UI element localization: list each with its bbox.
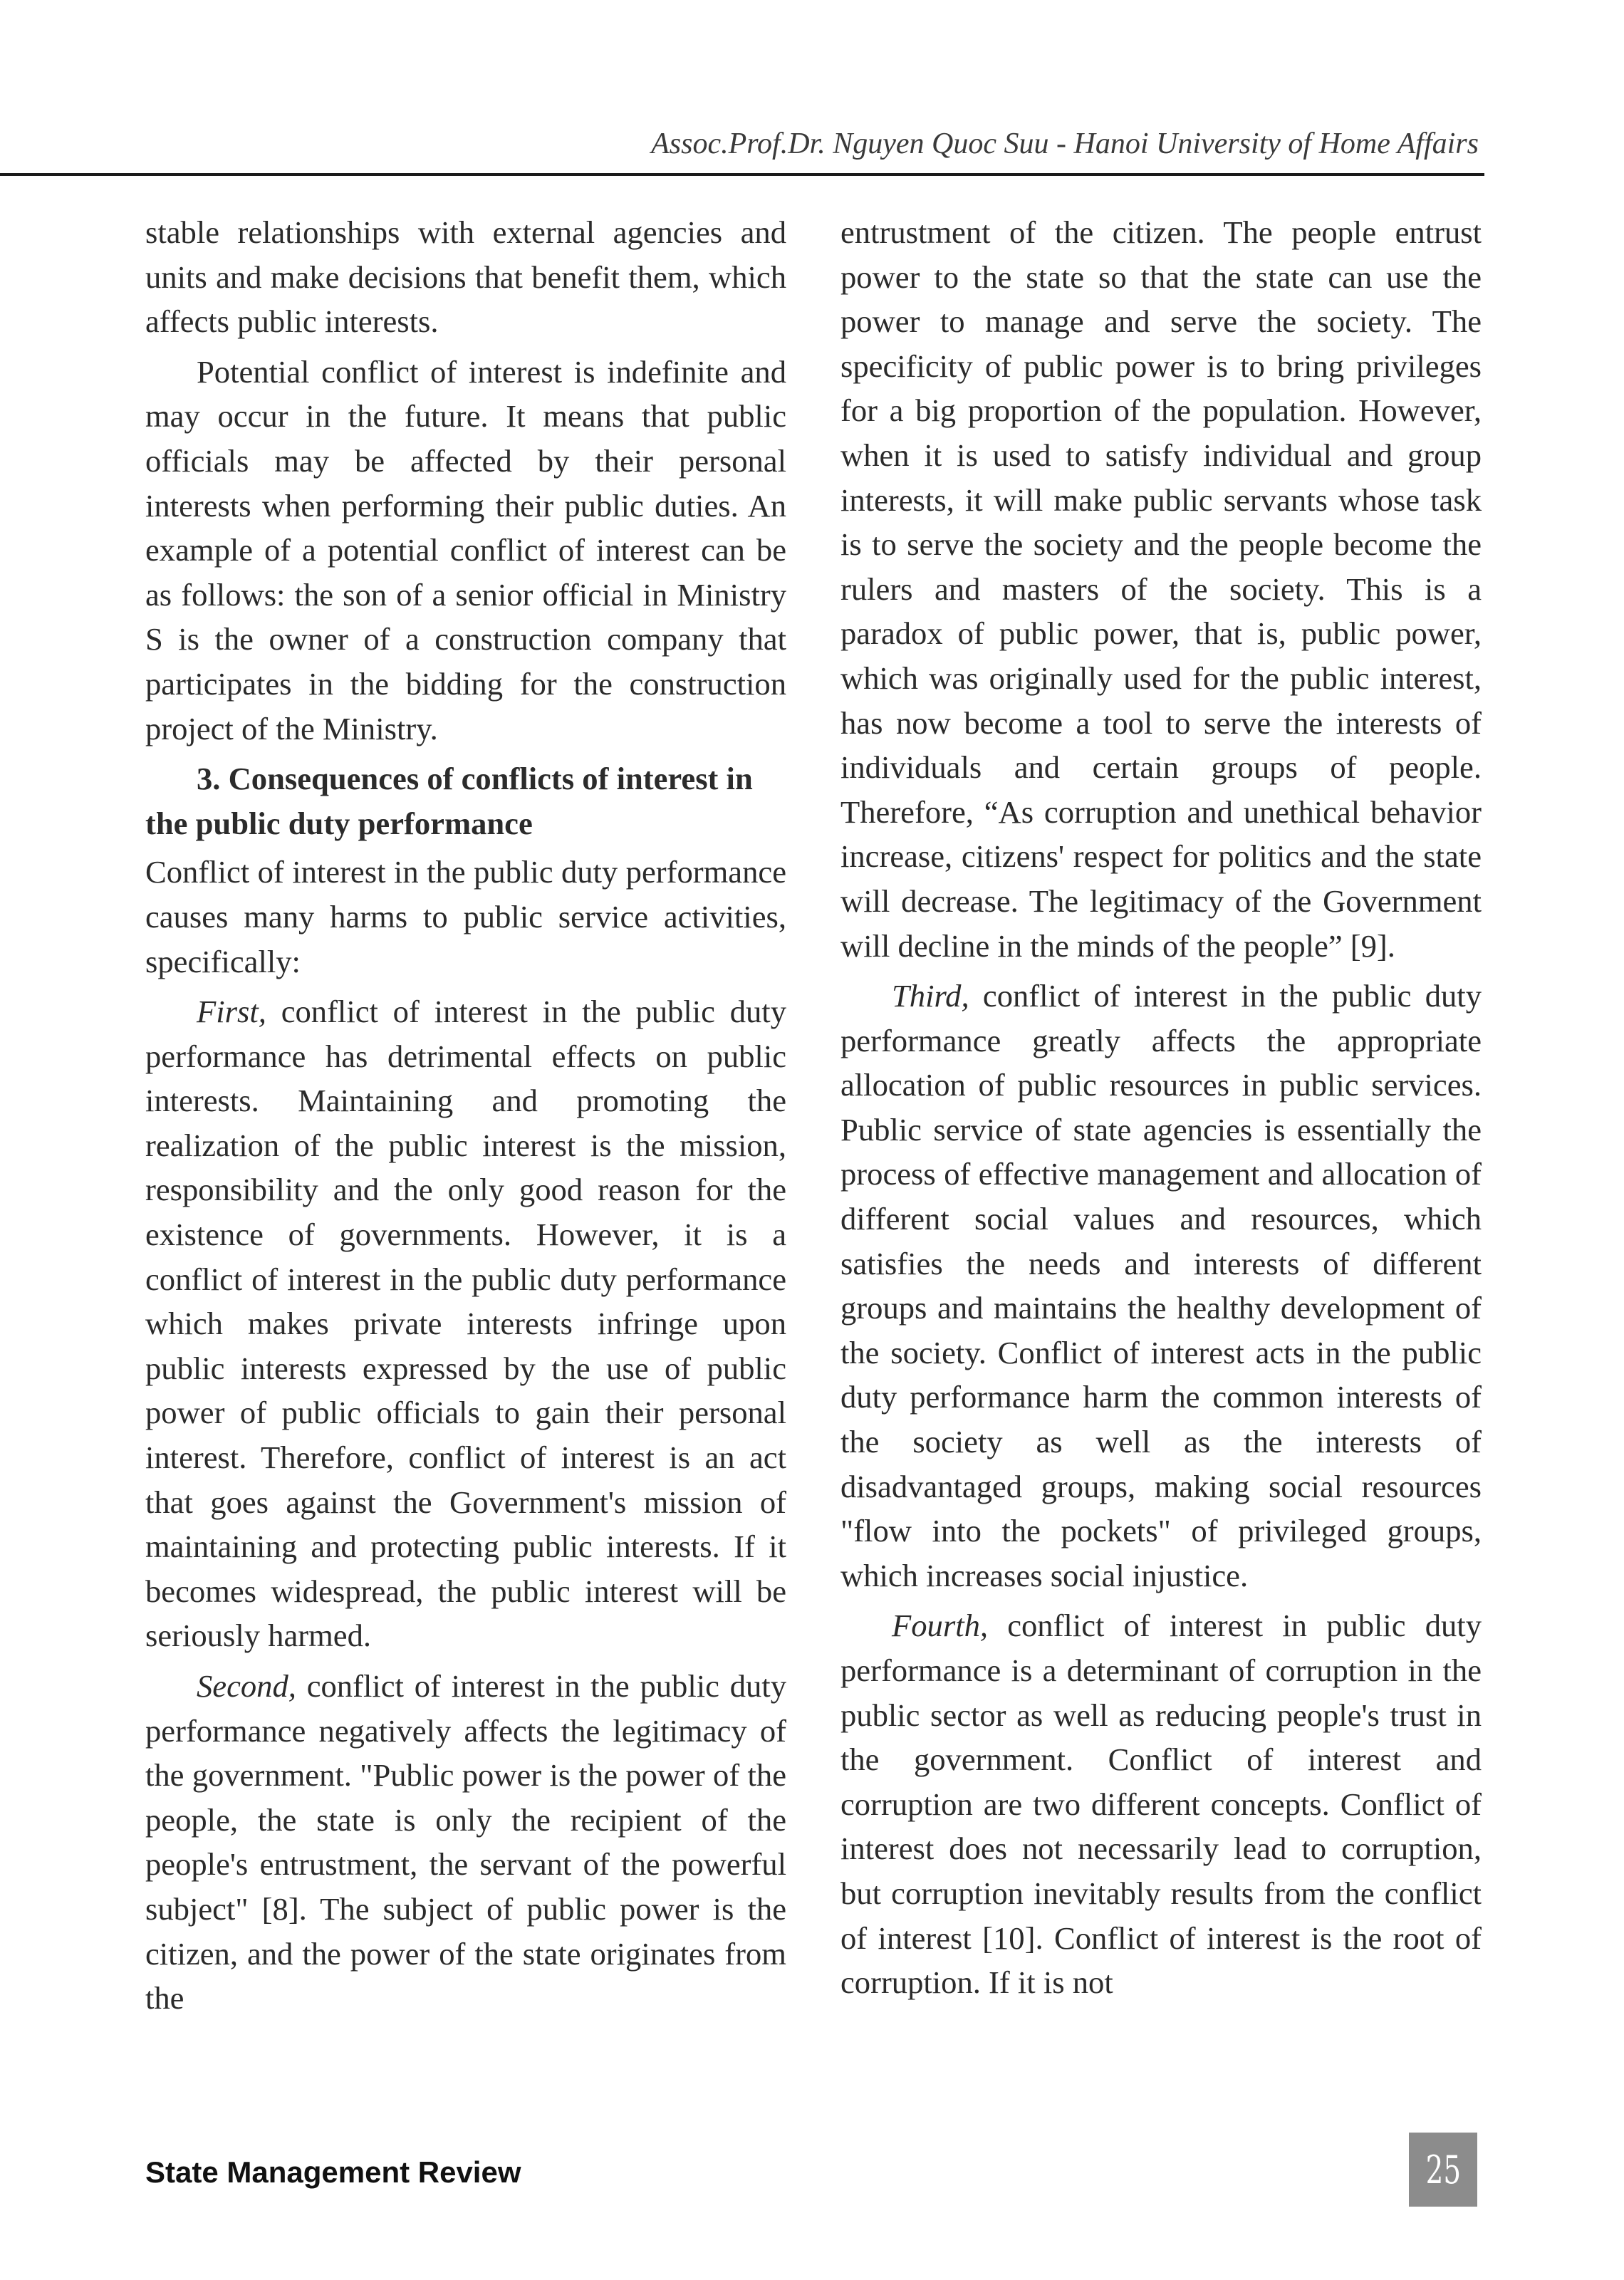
- paragraph-continued: stable relationships with external agencies and units and make decisions that benefit them, which affects public interests.: [145, 214, 786, 340]
- header-rule: [0, 173, 1484, 176]
- running-head: Assoc.Prof.Dr. Nguyen Quoc Suu - Hanoi University of Home Affairs: [651, 127, 1479, 160]
- paragraph-second: [145, 1664, 786, 2021]
- left-column: [145, 210, 786, 2026]
- paragraph-first-body: conflict of interest in the public duty performance has detrimental effects on public interests. Maintaining and promoting the realization of the public interest is the mission, responsibility and the only good reason for the existence of governments. However, it is a conflict of interest in the public duty performance which makes private interests infringe upon public interests expressed by the use of public power of public officials to gain their personal interest. Therefore, conflict of interest is an act that goes against the Government's mission of maintaining and protecting public interests. If it becomes widespread, the public interest will be seriously harmed.: [145, 994, 786, 1654]
- paragraph-potential-conflict: Potential conflict of interest is indefinite and may occur in the future. It means that public officials may be affected by their personal interests when performing their public duties. An example of a potential conflict of interest can be as follows: the son of a senior official in Ministry S is the owner of a construction company that participates in the bidding for the construction project of the Ministry.: [145, 353, 786, 746]
- paragraph-third-body: conflict of interest in the public duty performance greatly affects the appropriate allocation of public resources in public services. Public service of state agencies is essentially the process of effective management and allocation of different social values and resources, which satisfies the needs and interests of different groups and maintains the healthy development of the society. Conflict of interest acts in the public duty performance harm the common interests of the society as well as the interests of disadvantaged groups, making social resources "flow into the pockets" of privileged groups, which increases social injustice.: [840, 978, 1482, 1593]
- journal-name: State Management Review: [145, 2155, 521, 2189]
- paragraph-fourth-lead: Fourth,: [892, 1608, 989, 1644]
- right-column: [840, 210, 1482, 2011]
- page-number: 25: [1425, 2147, 1461, 2192]
- paragraph-first: [145, 989, 786, 1658]
- paragraph-fourth-body: conflict of interest in public duty performance is a determinant of corruption in the public sector as well as reducing people's trust in the government. Conflict of interest and corruption are two different concepts. Conflict of interest does not necessarily lead to corruption, but corruption inevitably results from the conflict of interest [10]. Conflict of interest is the root of corruption. If it is not: [840, 1608, 1482, 2001]
- paragraph-first-lead: First,: [197, 994, 266, 1030]
- paragraph-second-body: conflict of interest in the public duty performance negatively affects the legitimacy of the government. "Public power is the power of the people, the state is only the recipient of the people's entrustment, the servant of the powerful subject" [8]. The subject of public power is the citizen, and the power of the state originates from the: [145, 1668, 786, 2016]
- paragraph-second-lead: Second,: [197, 1668, 296, 1704]
- paragraph-intro: Conflict of interest in the public duty performance causes many harms to public service activities, specifically:: [145, 854, 786, 979]
- section-heading: 3. Consequences of conflicts of interest in the public duty performance: [145, 761, 753, 841]
- paragraph-entrustment: entrustment of the citizen. The people entrust power to the state so that the state can use the power to manage and serve the society. The specificity of public power is to bring privileges for a big proportion of the population. However, when it is used to satisfy individual and group interests, it will make public servants whose task is to serve the society and the people become the rulers and masters of the society. This is a paradox of public power, that is, public power, which was originally used for the public interest, has now become a tool to serve the interests of individuals and certain groups of people. Therefore, “As corruption and unethical behavior increase, citizens' respect for politics and the state will decrease. The legitimacy of the Government will decline in the minds of the people” [9].: [840, 214, 1482, 964]
- paragraph-third: [840, 974, 1482, 1598]
- paragraph-third-lead: Third,: [892, 978, 969, 1014]
- page-number-box: [1409, 2133, 1477, 2207]
- paragraph-fourth: [840, 1603, 1482, 2004]
